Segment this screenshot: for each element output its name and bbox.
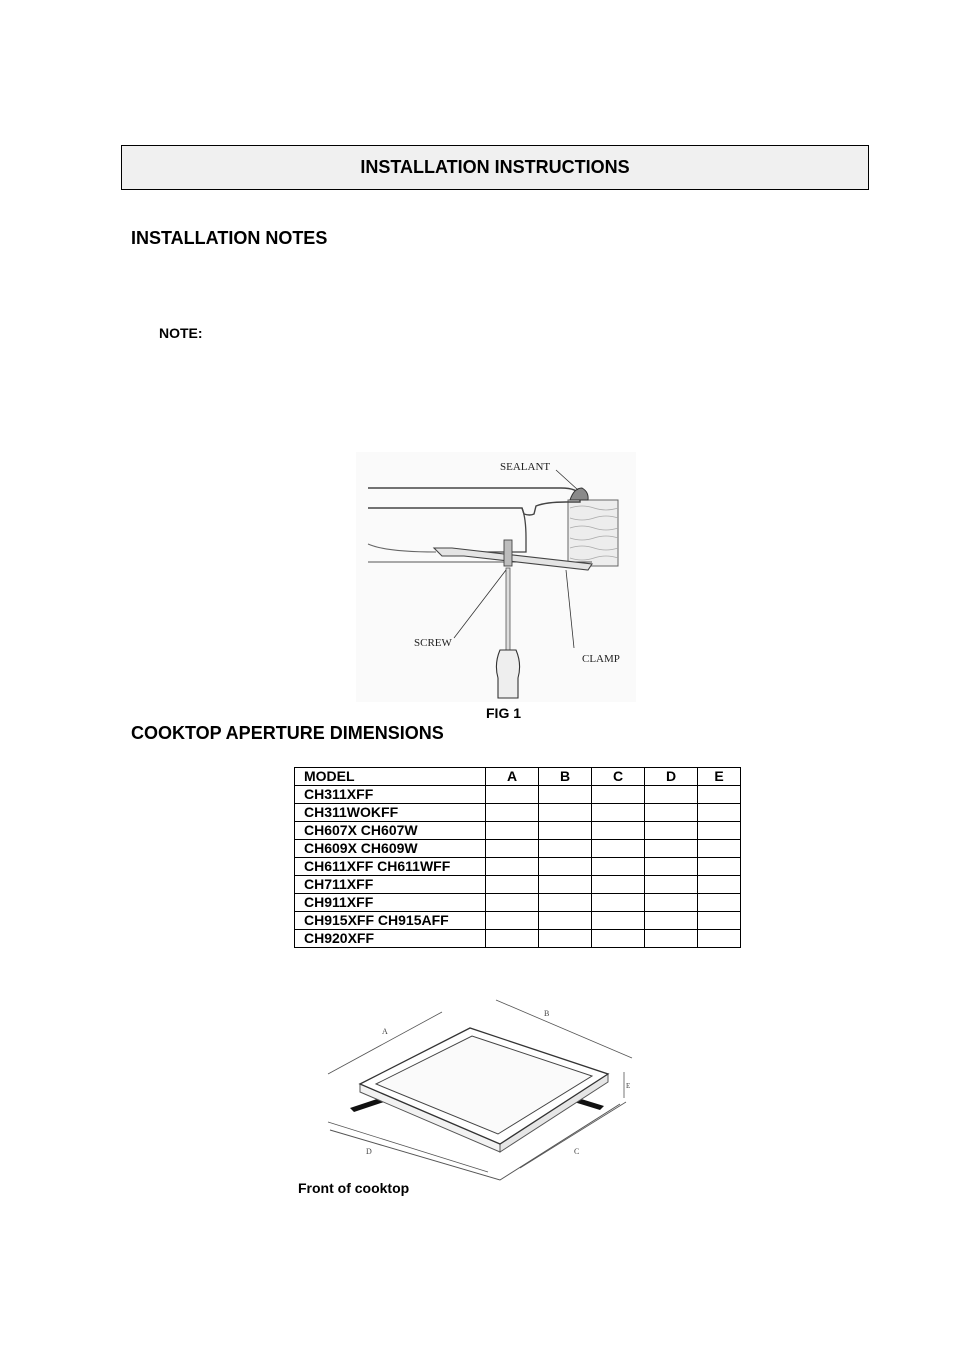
clamp-label: CLAMP [582,653,620,665]
cell-d [645,858,698,876]
cell-d [645,804,698,822]
label-d: D [366,1147,372,1156]
header-d: D [645,768,698,786]
cell-b [539,822,592,840]
header-e: E [698,768,741,786]
cell-a [486,804,539,822]
table-row [295,822,741,840]
label-b: B [544,1009,550,1018]
model-cell: CH711XFF [295,876,486,894]
cell-c [592,840,645,858]
note-label: NOTE: [159,325,203,341]
table-row [295,858,741,876]
cell-b [539,876,592,894]
screw-post [504,540,512,566]
fig1-caption: FIG 1 [486,705,522,721]
aperture-dimensions-table [294,767,741,948]
label-c: C [574,1147,580,1156]
cell-c [592,804,645,822]
cell-d [645,840,698,858]
cooktop-glass [376,1036,592,1134]
model-cell: CH920XFF [295,930,486,948]
table-header-row [295,768,741,786]
cell-e [698,786,741,804]
cell-a [486,912,539,930]
cell-e [698,876,741,894]
page-title-text: INSTALLATION INSTRUCTIONS [360,157,630,177]
cell-d [645,876,698,894]
cell-a [486,894,539,912]
table-row [295,876,741,894]
cell-c [592,822,645,840]
cell-b [539,786,592,804]
label-e: E [626,1082,631,1090]
aperture-illustration [320,998,640,1188]
cell-e [698,930,741,948]
cell-d [645,912,698,930]
cell-a [486,822,539,840]
table-row [295,840,741,858]
table-row [295,804,741,822]
cell-e [698,804,741,822]
model-cell: CH607X CH607W [295,822,486,840]
cell-e [698,858,741,876]
aperture-heading: COOKTOP APERTURE DIMENSIONS [131,723,444,743]
cell-e [698,894,741,912]
cell-a [486,930,539,948]
model-cell: CH311WOKFF [295,804,486,822]
model-cell: CH311XFF [295,786,486,804]
cell-b [539,930,592,948]
model-cell: CH611XFF CH611WFF [295,858,486,876]
table-row [295,786,741,804]
cell-b [539,894,592,912]
cell-c [592,930,645,948]
header-b: B [539,768,592,786]
cell-d [645,822,698,840]
cell-e [698,912,741,930]
label-a: A [382,1027,388,1036]
cell-c [592,894,645,912]
cell-b [539,858,592,876]
model-cell: CH609X CH609W [295,840,486,858]
cell-b [539,804,592,822]
cell-d [645,894,698,912]
cell-e [698,840,741,858]
header-model: MODEL [295,768,486,786]
fig1-illustration [356,452,636,702]
installation-notes-heading: INSTALLATION NOTES [131,228,328,248]
cell-c [592,786,645,804]
cell-d [645,786,698,804]
cell-b [539,912,592,930]
cell-c [592,876,645,894]
cell-c [592,858,645,876]
front-of-cooktop-caption: Front of cooktop [298,1180,410,1196]
page-title [121,145,869,190]
sealant-label: SEALANT [500,461,551,473]
cell-a [486,786,539,804]
cell-d [645,930,698,948]
cell-b [539,840,592,858]
table-row [295,930,741,948]
cell-a [486,876,539,894]
cell-c [592,912,645,930]
table-row [295,894,741,912]
screwdriver-shaft [506,568,510,650]
cell-e [698,822,741,840]
screwdriver-handle [496,650,519,698]
table-row [295,912,741,930]
header-c: C [592,768,645,786]
cell-a [486,858,539,876]
model-cell: CH915XFF CH915AFF [295,912,486,930]
cell-a [486,840,539,858]
model-cell: CH911XFF [295,894,486,912]
header-a: A [486,768,539,786]
screw-label: SCREW [414,637,452,649]
